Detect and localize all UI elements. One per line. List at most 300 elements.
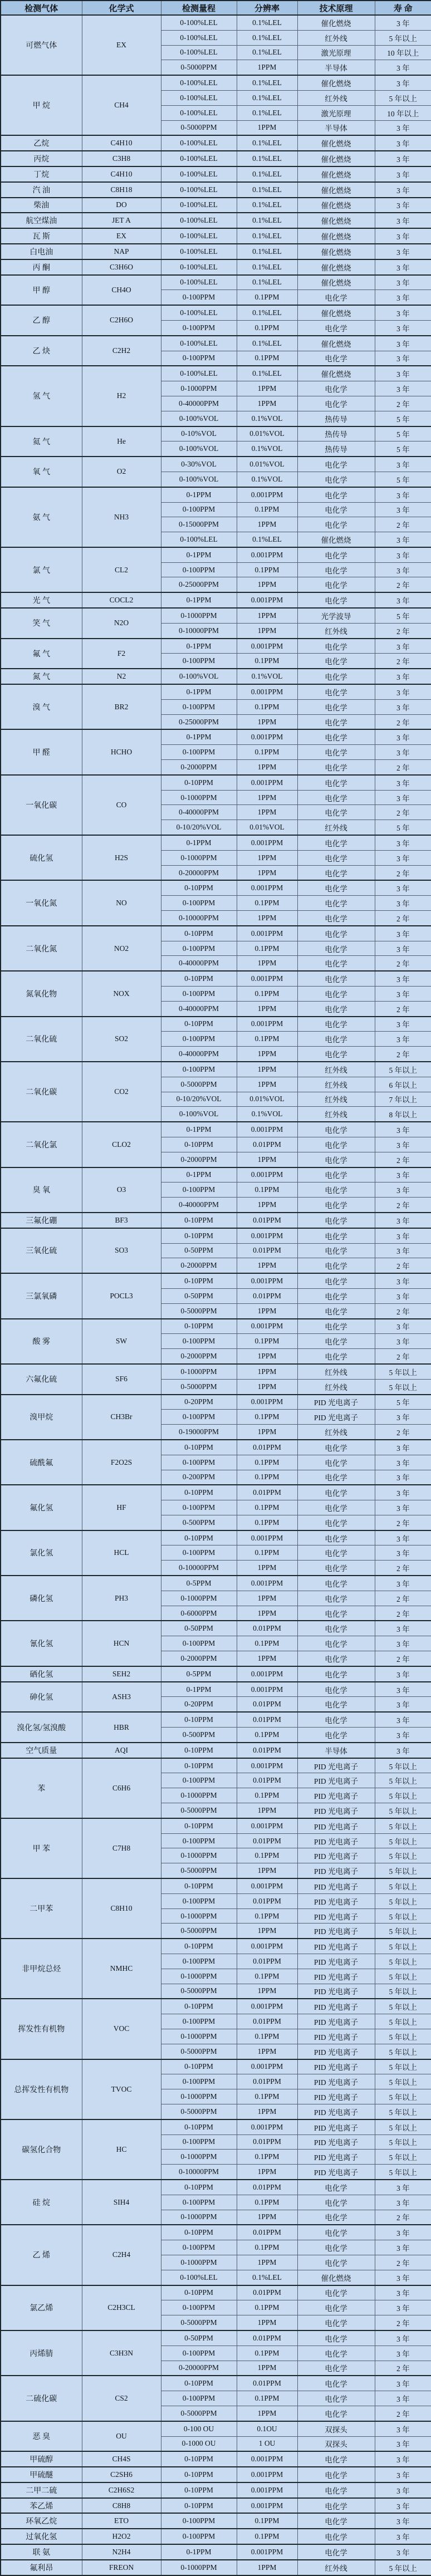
principle-cell: 光学波导 [297, 608, 375, 623]
range-cell: 0-10000PPM [161, 623, 237, 638]
life-cell: 6 年以上 [375, 1077, 431, 1092]
life-cell: 2 年 [375, 805, 431, 820]
gas-name-cell: 恶 臭 [1, 2421, 82, 2452]
formula-cell: CL2 [82, 547, 161, 592]
principle-cell: 催化燃烧 [297, 244, 375, 259]
life-cell: 3 年 [375, 120, 431, 135]
principle-cell: 电化学 [297, 956, 375, 971]
formula-cell: COCL2 [82, 592, 161, 608]
gas-name-cell: 挥发性有机物 [1, 1999, 82, 2059]
principle-cell: 电化学 [297, 2300, 375, 2315]
range-cell: 0-1000PPM [161, 2210, 237, 2225]
gas-name-cell: 氟 气 [1, 639, 82, 669]
range-cell: 0-10PPM [161, 1213, 237, 1228]
life-cell: 3 年 [375, 896, 431, 911]
principle-cell: 电化学 [297, 1621, 375, 1636]
principle-cell: 红外线 [297, 2560, 375, 2575]
range-cell: 0-10000PPM [161, 1561, 237, 1576]
life-cell: 5 年以上 [375, 2135, 431, 2150]
table-row [1, 275, 431, 290]
principle-cell: 电化学 [297, 684, 375, 699]
resolution-cell: 1PPM [237, 1077, 297, 1092]
formula-cell: N2O [82, 608, 161, 639]
range-cell: 0-10PPM [161, 1818, 237, 1833]
range-cell: 0-100PPM [161, 502, 237, 517]
range-cell: 0-10PPM [161, 2467, 237, 2482]
resolution-cell: 0.1%LEL [237, 532, 297, 547]
table-row [1, 2421, 431, 2436]
resolution-cell: 0.1%LEL [237, 182, 297, 198]
range-cell: 0-100PPM [161, 1893, 237, 1908]
principle-cell: 电化学 [297, 1228, 375, 1243]
range-cell: 0-100PPM [161, 562, 237, 577]
resolution-cell: 0.1%LEL [237, 198, 297, 213]
principle-cell: 电化学 [297, 2210, 375, 2225]
range-cell: 0-20PPM [161, 1395, 237, 1410]
gas-name-cell: 二氧化氯 [1, 1122, 82, 1167]
principle-cell: 电化学 [297, 2255, 375, 2270]
resolution-cell: 1PPM [237, 1379, 297, 1394]
gas-name-cell: 酸 雾 [1, 1319, 82, 1364]
principle-cell: PID 光电离子 [297, 2014, 375, 2029]
principle-cell: 红外线 [297, 1092, 375, 1107]
range-cell: 0-100%LEL [161, 213, 237, 228]
life-cell: 2 年 [375, 1047, 431, 1062]
range-cell: 0-25000PPM [161, 577, 237, 592]
life-cell: 2 年 [375, 865, 431, 880]
life-cell: 5 年以上 [375, 1788, 431, 1803]
range-cell: 0-10PPM [161, 2285, 237, 2300]
resolution-cell: 0.01PPM [237, 1440, 297, 1455]
resolution-cell: 1PPM [237, 1198, 297, 1213]
range-cell: 0-1000PPM [161, 1591, 237, 1606]
gas-name-cell: 甲 醛 [1, 729, 82, 774]
life-cell: 5 年以上 [375, 1062, 431, 1077]
table-row [1, 244, 431, 259]
resolution-cell: 0.01PPM [237, 2285, 297, 2300]
life-cell: 3 年 [375, 547, 431, 562]
table-row [1, 1939, 431, 1954]
table-row [1, 166, 431, 182]
range-cell: 0-10PPM [161, 2376, 237, 2391]
range-cell: 0-15000PPM [161, 517, 237, 532]
range-cell: 0-1000PPM [161, 1364, 237, 1379]
life-cell: 3 年 [375, 2529, 431, 2544]
resolution-cell: 0.001PPM [237, 971, 297, 986]
life-cell: 5 年以上 [375, 1893, 431, 1908]
principle-cell: 电化学 [297, 577, 375, 592]
life-cell: 5 年以上 [375, 2150, 431, 2165]
range-cell: 0-10PPM [161, 1758, 237, 1773]
life-cell: 5 年 [375, 472, 431, 487]
range-cell: 0-100%LEL [161, 135, 237, 151]
resolution-cell: 0.01%VOL [237, 820, 297, 835]
gas-name-cell: 笑 气 [1, 608, 82, 639]
resolution-cell: 0.001PPM [237, 1682, 297, 1697]
range-cell: 0-1000PPM [161, 850, 237, 865]
range-cell: 0-2000PPM [161, 1349, 237, 1364]
resolution-cell: 1PPM [237, 2315, 297, 2330]
resolution-cell: 0.01PPM [237, 2225, 297, 2240]
range-cell: 0-100PPM [161, 1833, 237, 1848]
column-header-range: 检测量程 [161, 1, 237, 15]
resolution-cell: 0.001PPM [237, 729, 297, 744]
life-cell: 3 年 [375, 60, 431, 75]
gas-name-cell: 二硫化碳 [1, 2376, 82, 2421]
life-cell: 2 年 [375, 2315, 431, 2330]
principle-cell: 电化学 [297, 1334, 375, 1349]
principle-cell: 电化学 [297, 1243, 375, 1258]
formula-cell: SIH4 [82, 2180, 161, 2225]
life-cell: 3 年 [375, 1167, 431, 1182]
table-row [1, 2330, 431, 2346]
resolution-cell: 0.1PPM [237, 1182, 297, 1198]
life-cell: 3 年 [375, 1576, 431, 1591]
range-cell: 0-40000PPM [161, 956, 237, 971]
resolution-cell: 0.1%VOL [237, 472, 297, 487]
resolution-cell: 1PPM [237, 608, 297, 623]
resolution-cell: 0.01%VOL [237, 1092, 297, 1107]
formula-cell: C2H6O [82, 305, 161, 336]
resolution-cell: 0.01PPM [237, 1137, 297, 1152]
formula-cell: OU [82, 2421, 161, 2452]
life-cell: 5 年以上 [375, 2104, 431, 2119]
principle-cell: 催化燃烧 [297, 275, 375, 290]
life-cell: 3 年 [375, 1485, 431, 1500]
resolution-cell: 1PPM [237, 1606, 297, 1621]
life-cell: 3 年 [375, 745, 431, 760]
resolution-cell: 0.001PPM [237, 2498, 297, 2514]
range-cell: 0-100PPM [161, 1334, 237, 1349]
life-cell: 2 年 [375, 2210, 431, 2225]
gas-name-cell: 溴 气 [1, 684, 82, 729]
formula-cell: H2O2 [82, 2529, 161, 2544]
principle-cell: 电化学 [297, 835, 375, 850]
resolution-cell: 0.1PPM [237, 1848, 297, 1863]
table-row [1, 1576, 431, 1591]
range-cell: 0-5000PPM [161, 120, 237, 135]
formula-cell: O3 [82, 1167, 161, 1213]
resolution-cell: 1PPM [237, 1651, 297, 1666]
principle-cell: 红外线 [297, 1077, 375, 1092]
range-cell: 0-100PPM [161, 351, 237, 366]
resolution-cell: 1PPM [237, 790, 297, 805]
range-cell: 0-1000PPM [161, 1969, 237, 1984]
life-cell: 2 年 [375, 654, 431, 669]
life-cell: 3 年 [375, 2240, 431, 2255]
resolution-cell: 0.001PPM [237, 684, 297, 699]
principle-cell: 电化学 [297, 987, 375, 1002]
life-cell: 3 年 [375, 971, 431, 986]
range-cell: 0-10PPM [161, 2225, 237, 2240]
table-row [1, 151, 431, 166]
principle-cell: 电化学 [297, 1455, 375, 1470]
resolution-cell: 0.01PPM [237, 1288, 297, 1303]
resolution-cell: 0.1PPM [237, 2089, 297, 2104]
resolution-cell: 1PPM [237, 1591, 297, 1606]
range-cell: 0-100%VOL [161, 472, 237, 487]
table-row [1, 305, 431, 320]
range-cell: 0-100PPM [161, 1032, 237, 1047]
resolution-cell: 0.1%VOL [237, 411, 297, 426]
resolution-cell: 0.1PPM [237, 290, 297, 305]
resolution-cell: 0.1PPM [237, 562, 297, 577]
formula-cell: SO3 [82, 1228, 161, 1273]
formula-cell: C2H2 [82, 336, 161, 366]
range-cell: 0-20000PPM [161, 865, 237, 880]
range-cell: 0-5000PPM [161, 1984, 237, 1999]
resolution-cell: 0.01PPM [237, 2074, 297, 2089]
gas-name-cell: 环氧乙烷 [1, 2513, 82, 2529]
resolution-cell: 1PPM [237, 1803, 297, 1818]
life-cell: 3 年 [375, 320, 431, 335]
principle-cell: 红外线 [297, 820, 375, 835]
principle-cell: 电化学 [297, 1440, 375, 1455]
gas-name-cell: 溴化氢/氢溴酸 [1, 1712, 82, 1743]
table-row [1, 1273, 431, 1288]
life-cell: 3 年 [375, 198, 431, 213]
table-row [1, 880, 431, 895]
resolution-cell: 0.01PPM [237, 2180, 297, 2195]
life-cell: 3 年 [375, 259, 431, 275]
range-cell: 0-100PPM [161, 1062, 237, 1077]
life-cell: 3 年 [375, 135, 431, 151]
gas-name-cell: 丙 酮 [1, 259, 82, 275]
formula-cell: C3H8 [82, 151, 161, 166]
principle-cell: 催化燃烧 [297, 15, 375, 30]
table-row [1, 1712, 431, 1727]
life-cell: 5 年 [375, 1395, 431, 1410]
life-cell: 3 年 [375, 351, 431, 366]
range-cell: 0-10000PPM [161, 2165, 237, 2180]
resolution-cell: 0.01PPM [237, 1743, 297, 1758]
resolution-cell: 1PPM [237, 623, 297, 638]
principle-cell: PID 光电离子 [297, 1395, 375, 1410]
principle-cell: PID 光电离子 [297, 1833, 375, 1848]
gas-name-cell: 磷化氢 [1, 1576, 82, 1621]
life-cell: 3 年 [375, 2346, 431, 2361]
formula-cell: CO2 [82, 1062, 161, 1122]
range-cell: 0-100PPM [161, 1410, 237, 1425]
life-cell: 5 年以上 [375, 1984, 431, 1999]
range-cell: 0-40000PPM [161, 1047, 237, 1062]
range-cell: 0-100%LEL [161, 2270, 237, 2285]
life-cell: 2 年 [375, 396, 431, 411]
formula-cell: HF [82, 1485, 161, 1530]
formula-cell: POCL3 [82, 1273, 161, 1318]
principle-cell: 红外线 [297, 1425, 375, 1440]
range-cell: 0-1PPM [161, 639, 237, 654]
life-cell: 3 年 [375, 592, 431, 608]
principle-cell: 电化学 [297, 2391, 375, 2406]
gas-name-cell: 氢 气 [1, 366, 82, 426]
formula-cell: SF6 [82, 1364, 161, 1395]
gas-name-cell: 氦 气 [1, 426, 82, 457]
resolution-cell: 0.001PPM [237, 880, 297, 895]
resolution-cell: 1PPM [237, 865, 297, 880]
life-cell: 5 年以上 [375, 2029, 431, 2044]
principle-cell: 电化学 [297, 729, 375, 744]
table-row [1, 1319, 431, 1334]
range-cell: 0-10PPM [161, 2180, 237, 2195]
principle-cell: 电化学 [297, 1152, 375, 1167]
gas-name-cell: 三氧化硫 [1, 1228, 82, 1273]
resolution-cell: 0.001PPM [237, 926, 297, 941]
principle-cell: 电化学 [297, 1122, 375, 1137]
life-cell: 2 年 [375, 1515, 431, 1530]
resolution-cell: 0.1%LEL [237, 2270, 297, 2285]
principle-cell: PID 光电离子 [297, 1893, 375, 1908]
gas-name-cell: 氯乙烯 [1, 2285, 82, 2330]
formula-cell: NO2 [82, 926, 161, 971]
range-cell: 0-1PPM [161, 547, 237, 562]
life-cell: 5 年以上 [375, 1848, 431, 1863]
table-row [1, 1999, 431, 2014]
resolution-cell: 0.001PPM [237, 1319, 297, 1334]
gas-name-cell: 航空煤油 [1, 213, 82, 228]
principle-cell: 电化学 [297, 2529, 375, 2544]
formula-cell: VOC [82, 1999, 161, 2059]
table-row [1, 2467, 431, 2482]
resolution-cell: 1PPM [237, 2104, 297, 2119]
resolution-cell: 0.001PPM [237, 1758, 297, 1773]
resolution-cell: 0.001PPM [237, 639, 297, 654]
resolution-cell: 0.001PPM [237, 1939, 297, 1954]
table-row [1, 1621, 431, 1636]
life-cell: 2 年 [375, 2255, 431, 2270]
resolution-cell: 0.1%LEL [237, 151, 297, 166]
life-cell: 3 年 [375, 2330, 431, 2346]
life-cell: 3 年 [375, 213, 431, 228]
table-row [1, 1228, 431, 1243]
range-cell: 0-1000PPM [161, 608, 237, 623]
formula-cell: CH4O [82, 275, 161, 306]
resolution-cell: 0.1%LEL [237, 259, 297, 275]
table-row [1, 684, 431, 699]
principle-cell: 半导体 [297, 1743, 375, 1758]
principle-cell: 电化学 [297, 714, 375, 729]
resolution-cell: 1PPM [237, 2361, 297, 2376]
range-cell: 0-5000PPM [161, 2315, 237, 2330]
table-row [1, 2225, 431, 2240]
range-cell: 0-2000PPM [161, 760, 237, 775]
range-cell: 0-100%LEL [161, 182, 237, 198]
formula-cell: C2H6S2 [82, 2482, 161, 2498]
table-row [1, 547, 431, 562]
resolution-cell: 0.1OU [237, 2421, 297, 2436]
table-row [1, 1878, 431, 1893]
range-cell: 0-2000PPM [161, 1258, 237, 1273]
range-cell: 0-1000PPM [161, 381, 237, 396]
principle-cell: 电化学 [297, 745, 375, 760]
formula-cell: SEH2 [82, 1666, 161, 1682]
range-cell: 0-100PPM [161, 2513, 237, 2529]
life-cell: 3 年 [375, 2544, 431, 2560]
life-cell: 3 年 [375, 1410, 431, 1425]
life-cell: 3 年 [375, 2195, 431, 2210]
principle-cell: 催化燃烧 [297, 75, 375, 90]
range-cell: 0-100%LEL [161, 105, 237, 120]
principle-cell: PID 光电离子 [297, 2165, 375, 2180]
principle-cell: 电化学 [297, 1470, 375, 1485]
gas-name-cell: 光 气 [1, 592, 82, 608]
life-cell: 3 年 [375, 669, 431, 684]
life-cell: 2 年 [375, 2406, 431, 2421]
principle-cell: 电化学 [297, 2361, 375, 2376]
resolution-cell: 0.001PPM [237, 2544, 297, 2560]
formula-cell: NO [82, 880, 161, 925]
life-cell: 2 年 [375, 623, 431, 638]
principle-cell: PID 光电离子 [297, 2104, 375, 2119]
resolution-cell: 0.1PPM [237, 1788, 297, 1803]
range-cell: 0-10PPM [161, 1939, 237, 1954]
resolution-cell: 0.01PPM [237, 1712, 297, 1727]
formula-cell: ETO [82, 2513, 161, 2529]
resolution-cell: 0.1PPM [237, 1969, 297, 1984]
range-cell: 0-100%VOL [161, 411, 237, 426]
life-cell: 3 年 [375, 1636, 431, 1651]
gas-name-cell: 氯化氢 [1, 1530, 82, 1576]
resolution-cell: 0.001PPM [237, 2451, 297, 2467]
gas-name-cell: 氟化氢 [1, 1485, 82, 1530]
table-row [1, 1530, 431, 1545]
range-cell: 0-100%LEL [161, 532, 237, 547]
life-cell: 3 年 [375, 166, 431, 182]
resolution-cell: 0.01PPM [237, 1485, 297, 1500]
gas-name-cell: 氯 气 [1, 547, 82, 592]
gas-name-cell: 甲硫醚 [1, 2467, 82, 2482]
gas-name-cell: 溴甲烷 [1, 1395, 82, 1440]
range-cell: 0-1000PPM [161, 2089, 237, 2104]
principle-cell: PID 光电离子 [297, 2150, 375, 2165]
principle-cell: 电化学 [297, 487, 375, 502]
life-cell: 3 年 [375, 2451, 431, 2467]
principle-cell: 热传导 [297, 411, 375, 426]
formula-cell: C3H3N [82, 2330, 161, 2376]
principle-cell: 电化学 [297, 2451, 375, 2467]
principle-cell: 电化学 [297, 351, 375, 366]
resolution-cell: 1PPM [237, 1924, 297, 1939]
range-cell: 0-100%LEL [161, 305, 237, 320]
formula-cell: C7H8 [82, 1818, 161, 1878]
principle-cell: PID 光电离子 [297, 2135, 375, 2150]
range-cell: 0-10PPM [161, 926, 237, 941]
resolution-cell: 0.001PPM [237, 1122, 297, 1137]
table-row [1, 729, 431, 744]
life-cell: 3 年 [375, 1530, 431, 1545]
life-cell: 3 年 [375, 1017, 431, 1032]
range-cell: 0-5000PPM [161, 1863, 237, 1878]
life-cell: 3 年 [375, 2421, 431, 2436]
resolution-cell: 1PPM [237, 2406, 297, 2421]
principle-cell: 电化学 [297, 2330, 375, 2346]
resolution-cell: 0.1PPM [237, 896, 297, 911]
principle-cell: 电化学 [297, 2467, 375, 2482]
principle-cell: 电化学 [297, 1198, 375, 1213]
range-cell: 0-100%LEL [161, 90, 237, 105]
formula-cell: HCHO [82, 729, 161, 774]
column-header-principle: 技术原理 [297, 1, 375, 15]
range-cell: 0-40000PPM [161, 396, 237, 411]
principle-cell: 催化燃烧 [297, 213, 375, 228]
table-row [1, 2513, 431, 2529]
life-cell: 10 年以上 [375, 45, 431, 60]
range-cell: 0-10PPM [161, 2119, 237, 2135]
table-row [1, 75, 431, 90]
table-row [1, 1062, 431, 1077]
life-cell: 3 年 [375, 926, 431, 941]
table-row [1, 228, 431, 244]
